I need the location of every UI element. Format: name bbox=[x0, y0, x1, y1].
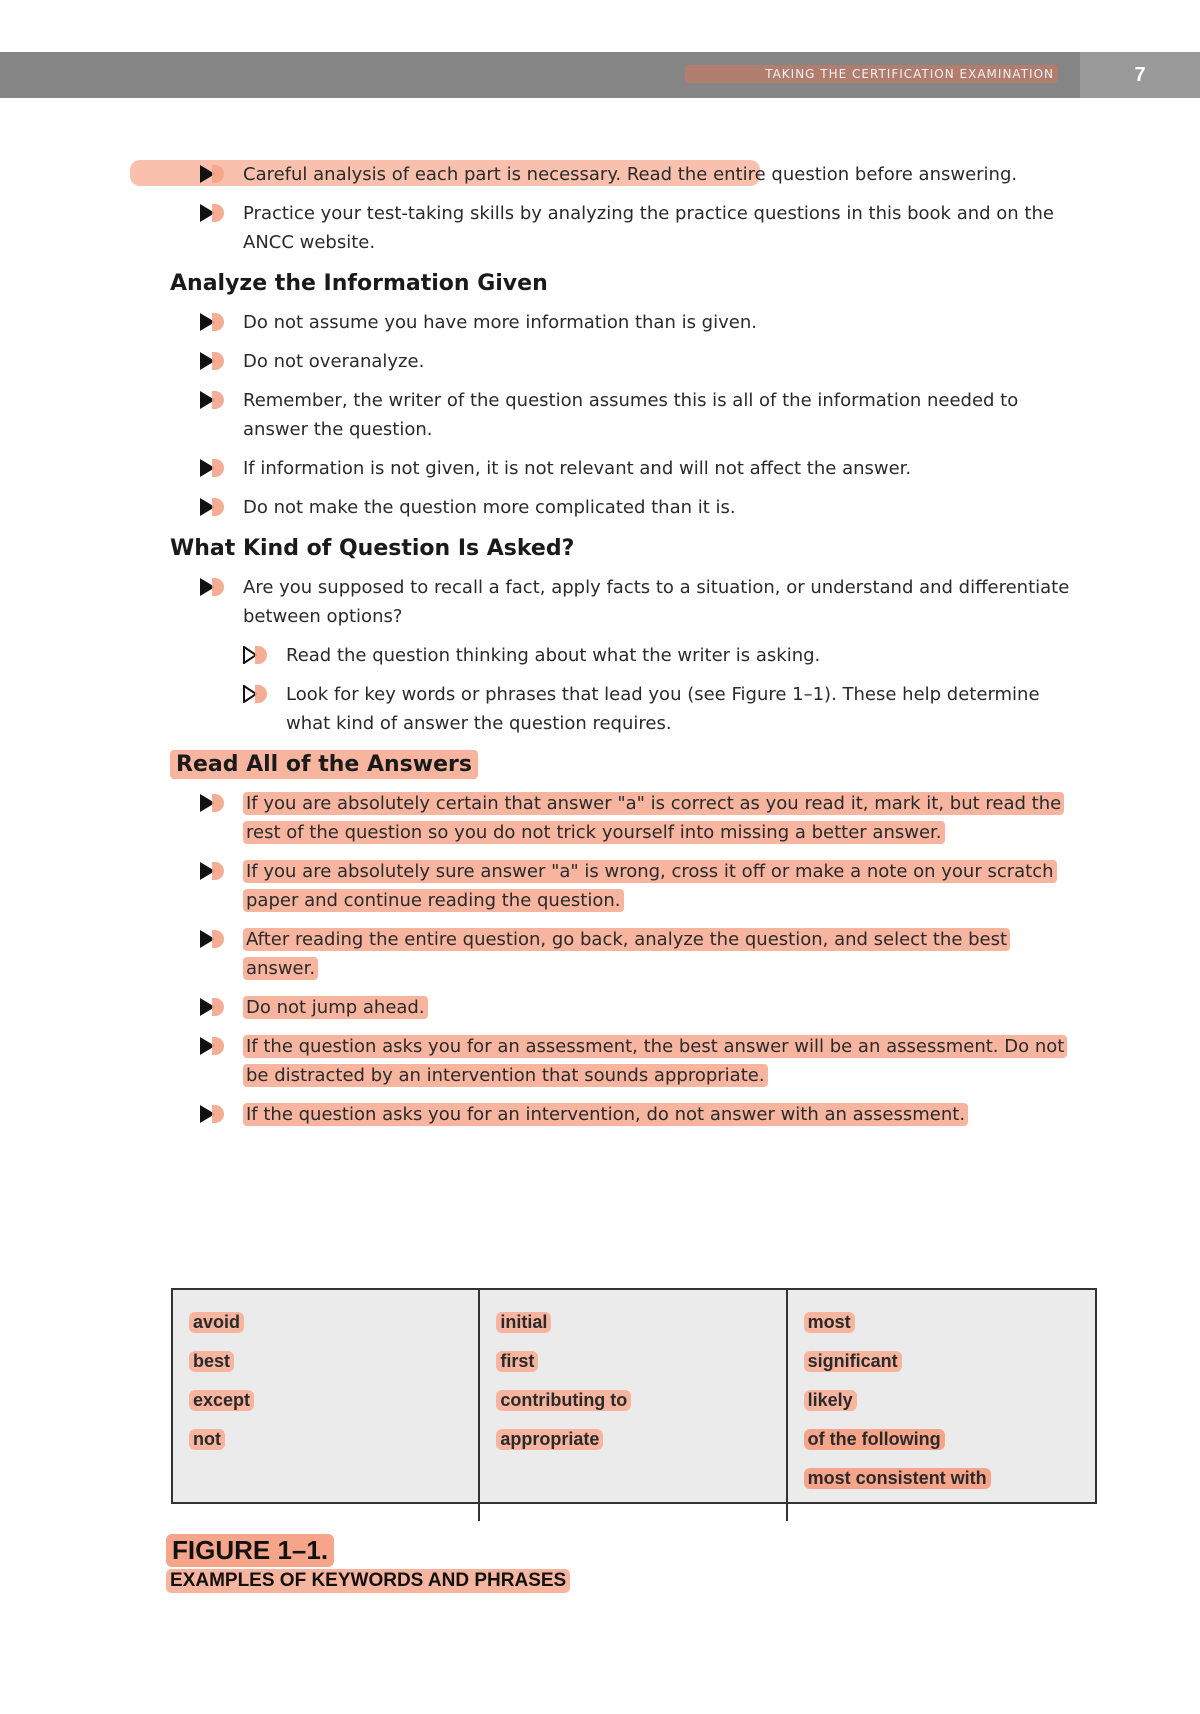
bullet-item bbox=[170, 1100, 1070, 1129]
bullet-item bbox=[170, 789, 1070, 847]
arrow-bullet-icon bbox=[200, 311, 222, 333]
section-heading: Analyze the Information Given bbox=[170, 271, 548, 296]
keywords-column-2 bbox=[480, 1290, 787, 1521]
bullet-text: If the question asks you for an intervention, do not answer with an assessment. bbox=[243, 1103, 968, 1126]
arrow-bullet-icon bbox=[200, 1103, 222, 1125]
bullet-text: If the question asks you for an assessment, the best answer will be an assessment. Do not be distracted by an intervention that sounds appropriate. bbox=[243, 1035, 1067, 1087]
keywords-figure-table bbox=[171, 1288, 1097, 1504]
arrow-bullet-icon bbox=[200, 496, 222, 518]
figure-caption bbox=[166, 1534, 570, 1593]
keyword: avoid bbox=[189, 1312, 244, 1333]
bullet-item bbox=[170, 386, 1070, 444]
bullet-text: If you are absolutely certain that answer "a" is correct as you read it, mark it, but read the rest of the question so you do not trick yourself into missing a better answer. bbox=[243, 792, 1064, 844]
section-title: TAKING THE CERTIFICATION EXAMINATION bbox=[685, 67, 1058, 81]
keyword: first bbox=[496, 1351, 538, 1372]
bullet-item bbox=[170, 199, 1070, 257]
sub-bullet-item bbox=[170, 641, 1070, 670]
bullet-item bbox=[170, 925, 1070, 983]
bullet-item bbox=[170, 454, 1070, 483]
bullet-text: Do not overanalyze. bbox=[243, 351, 425, 372]
bullet-text: Do not make the question more complicated than it is. bbox=[243, 497, 736, 518]
figure-title: FIGURE 1–1. bbox=[166, 1534, 334, 1567]
keyword: best bbox=[189, 1351, 234, 1372]
keyword: likely bbox=[804, 1390, 857, 1411]
arrow-bullet-icon bbox=[200, 163, 222, 185]
keyword: contributing to bbox=[496, 1390, 631, 1411]
keyword: of the following bbox=[804, 1429, 945, 1450]
bullet-text: Careful analysis of each part is necessary. Read the entire question before answering. bbox=[243, 164, 1018, 185]
keyword: except bbox=[189, 1390, 254, 1411]
arrow-bullet-icon bbox=[200, 860, 222, 882]
bullet-item bbox=[170, 493, 1070, 522]
bullet-text: Are you supposed to recall a fact, apply facts to a situation, or understand and differentiate between options? bbox=[243, 577, 1070, 627]
bullet-text: Do not assume you have more information than is given. bbox=[243, 312, 757, 333]
section-heading: What Kind of Question Is Asked? bbox=[170, 536, 575, 561]
keywords-column-1 bbox=[173, 1290, 480, 1521]
hollow-arrow-bullet-icon bbox=[243, 644, 265, 666]
bullet-text: Read the question thinking about what the writer is asking. bbox=[286, 645, 821, 666]
keyword: significant bbox=[804, 1351, 902, 1372]
section-heading: Read All of the Answers bbox=[170, 752, 1070, 777]
keyword: initial bbox=[496, 1312, 551, 1333]
keyword: not bbox=[189, 1429, 225, 1450]
arrow-bullet-icon bbox=[200, 792, 222, 814]
bullet-item bbox=[170, 573, 1070, 631]
bullet-text: Look for key words or phrases that lead you (see Figure 1–1). These help determine what kind of answer the question requires. bbox=[286, 684, 1040, 734]
running-header bbox=[0, 52, 1200, 98]
arrow-bullet-icon bbox=[200, 389, 222, 411]
arrow-bullet-icon bbox=[200, 457, 222, 479]
arrow-bullet-icon bbox=[200, 1035, 222, 1057]
bullet-text: Practice your test-taking skills by analyzing the practice questions in this book and on the ANCC website. bbox=[243, 203, 1054, 253]
bullet-text: Remember, the writer of the question assumes this is all of the information needed to answer the question. bbox=[243, 390, 1019, 440]
bullet-text: If information is not given, it is not relevant and will not affect the answer. bbox=[243, 458, 912, 479]
arrow-bullet-icon bbox=[200, 202, 222, 224]
main-content bbox=[170, 160, 1070, 1139]
bullet-item bbox=[170, 857, 1070, 915]
bullet-text: If you are absolutely sure answer "a" is wrong, cross it off or make a note on your scratch paper and continue reading the question. bbox=[243, 860, 1057, 912]
sub-bullet-item bbox=[170, 680, 1070, 738]
keyword: appropriate bbox=[496, 1429, 603, 1450]
hollow-arrow-bullet-icon bbox=[243, 683, 265, 705]
arrow-bullet-icon bbox=[200, 576, 222, 598]
page-number: 7 bbox=[1080, 52, 1200, 98]
bullet-item bbox=[170, 308, 1070, 337]
arrow-bullet-icon bbox=[200, 350, 222, 372]
bullet-item bbox=[170, 993, 1070, 1022]
bullet-item bbox=[170, 160, 1070, 189]
bullet-item bbox=[170, 1032, 1070, 1090]
arrow-bullet-icon bbox=[200, 996, 222, 1018]
arrow-bullet-icon bbox=[200, 928, 222, 950]
bullet-item bbox=[170, 347, 1070, 376]
figure-subtitle: EXAMPLES OF KEYWORDS AND PHRASES bbox=[166, 1569, 570, 1593]
keyword: most consistent with bbox=[804, 1468, 991, 1489]
bullet-text: Do not jump ahead. bbox=[243, 996, 428, 1019]
keywords-column-3 bbox=[788, 1290, 1095, 1521]
bullet-text: After reading the entire question, go back, analyze the question, and select the best answer. bbox=[243, 928, 1010, 980]
keyword: most bbox=[804, 1312, 855, 1333]
